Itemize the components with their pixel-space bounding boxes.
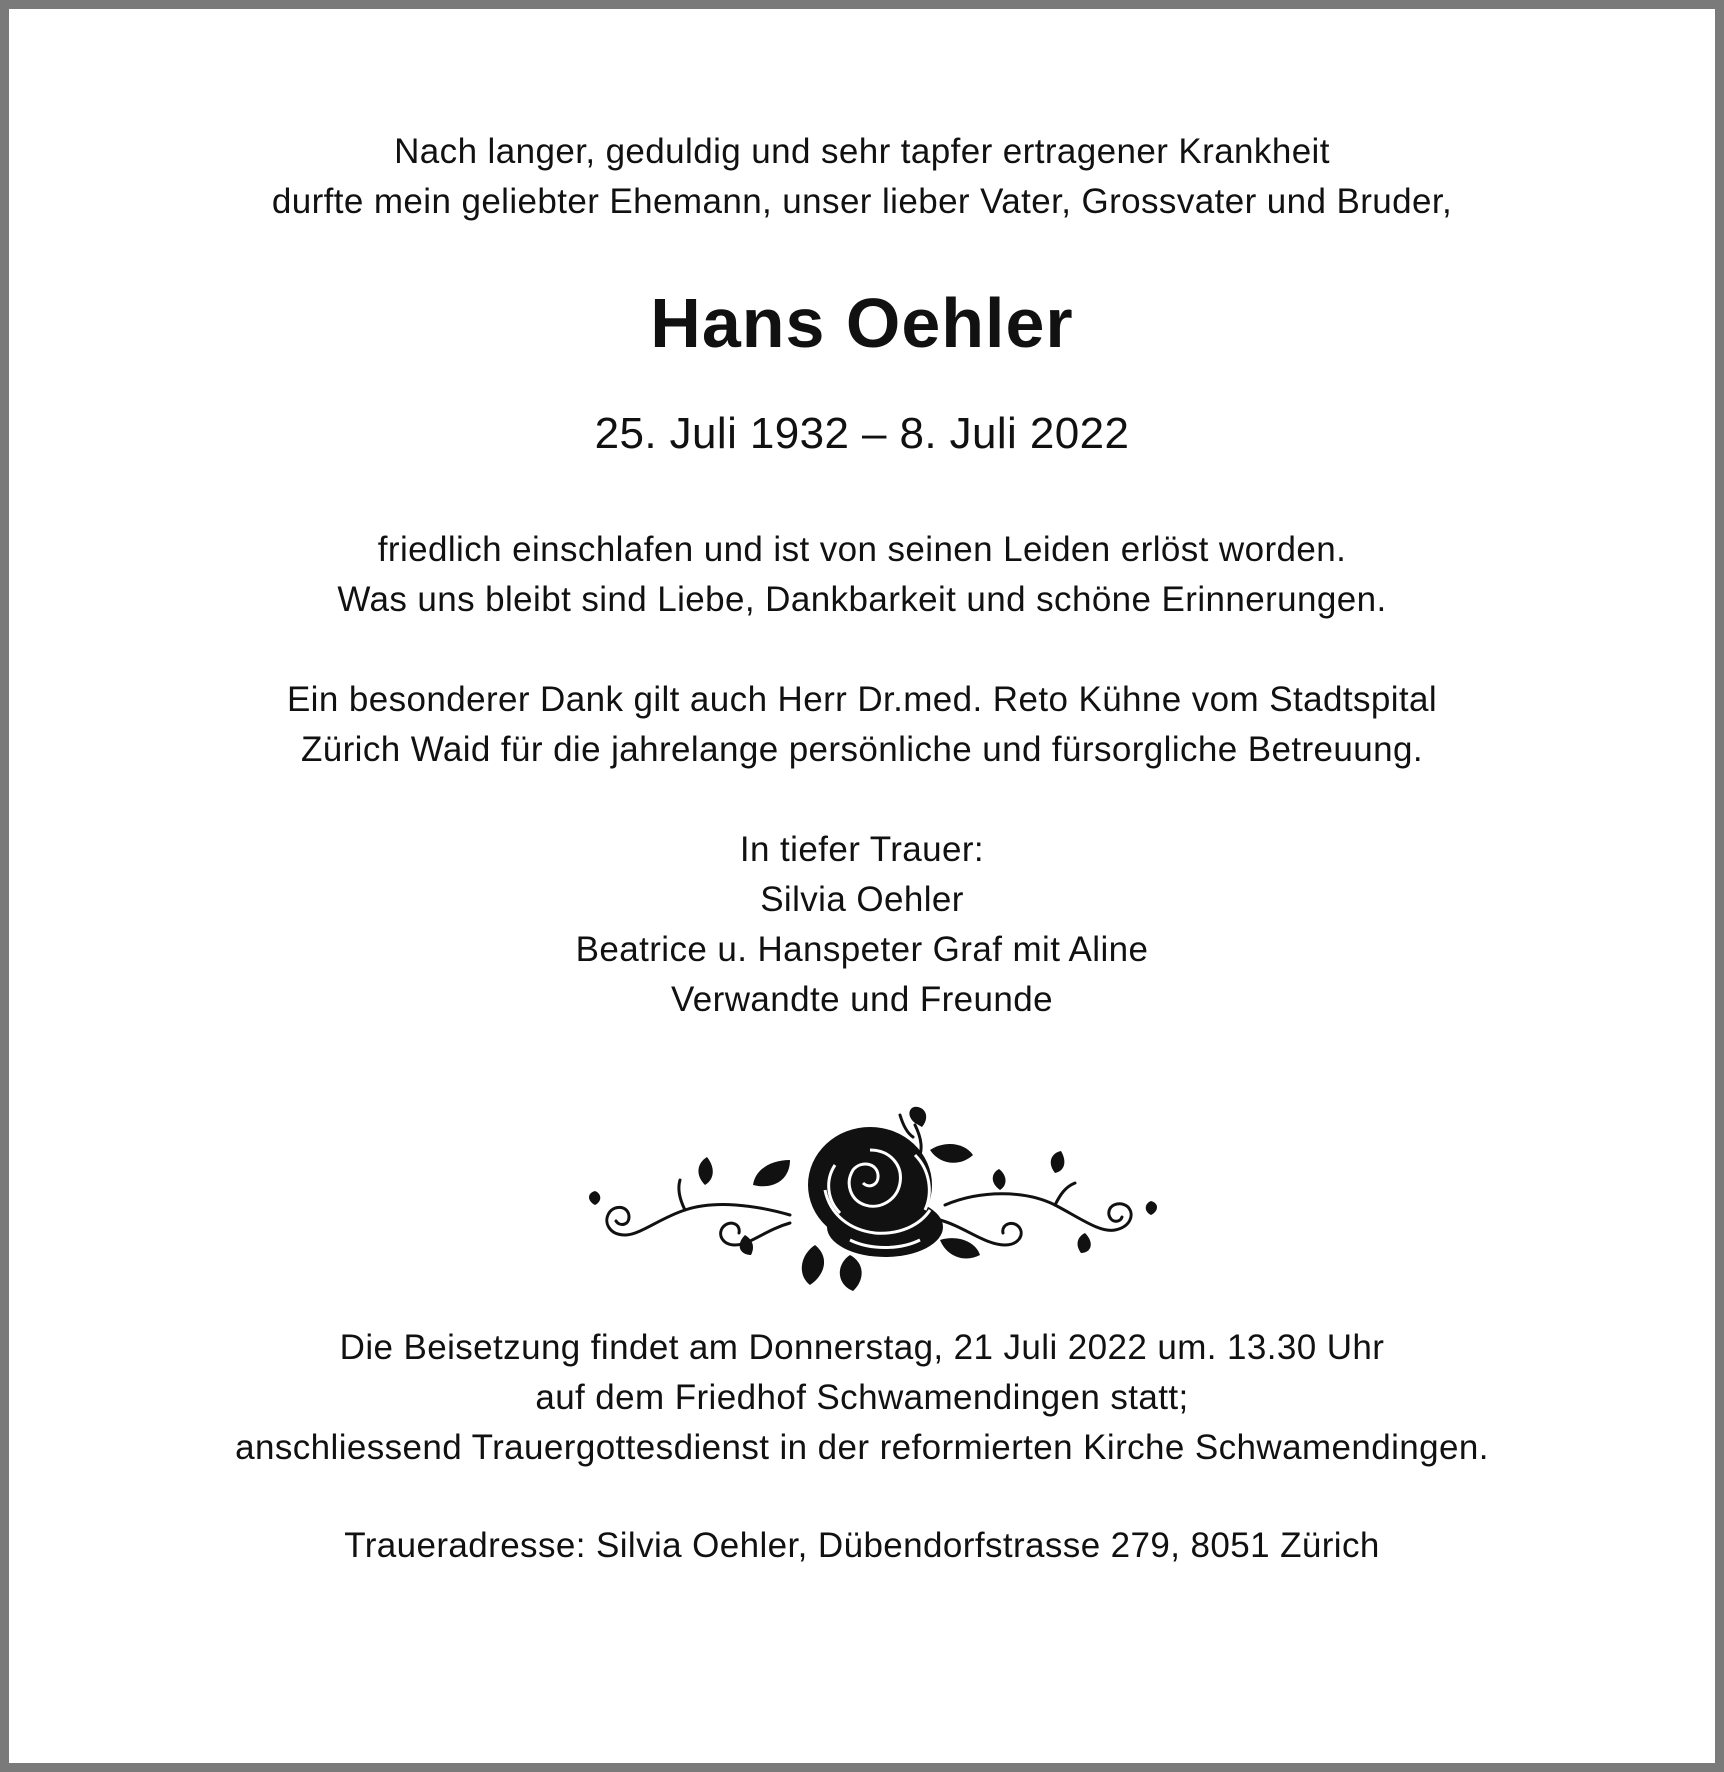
mourner-name: Beatrice u. Hanspeter Graf mit Aline bbox=[575, 930, 1149, 969]
intro-line-2: durfte mein geliebter Ehemann, unser lieber Vater, Grossvater und Bruder, bbox=[271, 182, 1453, 221]
intro-line-1: Nach langer, geduldig und sehr tapfer ertragener Krankheit bbox=[394, 132, 1330, 171]
funeral-line-2: auf dem Friedhof Schwamendingen statt; bbox=[535, 1378, 1189, 1417]
mourning-address: Traueradresse: Silvia Oehler, Dübendorfstrasse 279, 8051 Zürich bbox=[344, 1526, 1380, 1565]
rose-vine-ornament-icon bbox=[585, 1105, 1159, 1295]
obituary-notice bbox=[9, 9, 1715, 1763]
thanks-line-2: Zürich Waid für die jahrelange persönliche und fürsorgliche Betreuung. bbox=[300, 730, 1424, 769]
mourner-name: Verwandte und Freunde bbox=[670, 980, 1053, 1019]
passing-line-2: Was uns bleibt sind Liebe, Dankbarkeit und schöne Erinnerungen. bbox=[337, 580, 1387, 619]
deceased-name: Hans Oehler bbox=[650, 284, 1074, 362]
mourner-name: Silvia Oehler bbox=[760, 880, 964, 919]
life-dates: 25. Juli 1932 – 8. Juli 2022 bbox=[594, 409, 1130, 458]
funeral-line-3: anschliessend Trauergottesdienst in der reformierten Kirche Schwamendingen. bbox=[235, 1428, 1489, 1467]
passing-line-1: friedlich einschlafen und ist von seinen Leiden erlöst worden. bbox=[377, 530, 1347, 569]
funeral-line-1: Die Beisetzung findet am Donnerstag, 21 Juli 2022 um. 13.30 Uhr bbox=[339, 1328, 1385, 1367]
thanks-line-1: Ein besonderer Dank gilt auch Herr Dr.med. Reto Kühne vom Stadtspital bbox=[286, 680, 1438, 719]
mourners-heading: In tiefer Trauer: bbox=[739, 830, 985, 869]
